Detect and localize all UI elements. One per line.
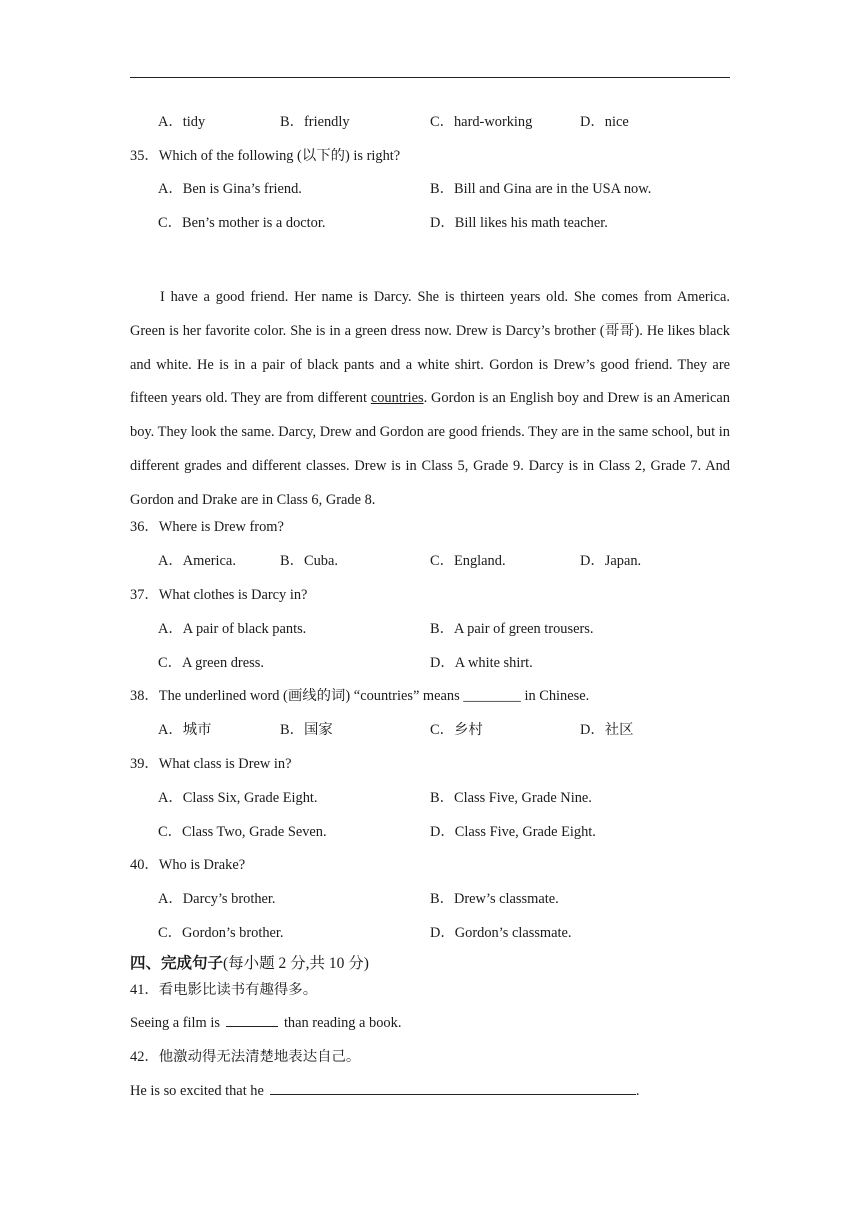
q40-option-a: A．Darcy’s brother. bbox=[158, 891, 276, 907]
q40-option-c: C．Gordon’s brother. bbox=[158, 925, 284, 941]
section-title: 四、完成句子 bbox=[130, 955, 224, 972]
q37-option-d: D．A white shirt. bbox=[430, 655, 533, 671]
q42-before: He is so excited that he bbox=[130, 1083, 264, 1099]
q41-sentence bbox=[130, 1014, 401, 1032]
passage-text-1: I have a good friend. Her name is Darcy. She is thirteen years old. She comes from America. Green is her favorite color. She is in a green dress now. Drew is Darcy’s brother (哥哥). He likes black and white. He is in a pair of black pants and a white shirt. Gordon is Drew’s good friend. They are fifteen years old. They are from different bbox=[130, 289, 730, 407]
q41-before: Seeing a film is bbox=[130, 1015, 220, 1031]
q37-option-c: C．A green dress. bbox=[158, 655, 264, 671]
q35-question: 35．Which of the following (以下的) is right? bbox=[130, 148, 401, 164]
q38-option-d: D．社区 bbox=[580, 722, 634, 738]
q35-option-d: D．Bill likes his math teacher. bbox=[430, 215, 608, 231]
q39-option-a: A．Class Six, Grade Eight. bbox=[158, 790, 318, 806]
q38-question: 38．The underlined word (画线的词) “countries” means ________ in Chinese. bbox=[130, 688, 590, 704]
q39-question: 39．What class is Drew in? bbox=[130, 756, 292, 772]
q40-option-d: D．Gordon’s classmate. bbox=[430, 925, 572, 941]
header-rule bbox=[130, 77, 730, 78]
q34-option-a: A．tidy bbox=[158, 114, 206, 130]
q36-option-d: D．Japan. bbox=[580, 553, 642, 569]
underlined-word: countries bbox=[370, 390, 424, 407]
q38-option-a: A．城市 bbox=[158, 722, 212, 738]
q41-after: than reading a book. bbox=[283, 1015, 402, 1031]
q34-option-c: C．hard-working bbox=[430, 114, 533, 130]
q41-answer-blank[interactable] bbox=[226, 1014, 278, 1027]
q39-option-c: C．Class Two, Grade Seven. bbox=[158, 824, 327, 840]
q38-option-c: C．乡村 bbox=[430, 722, 483, 738]
q37-option-b: B．A pair of green trousers. bbox=[430, 621, 594, 637]
q36-question: 36．Where is Drew from? bbox=[130, 519, 284, 535]
q36-option-c: C．England. bbox=[430, 553, 506, 569]
q34-option-b: B．friendly bbox=[280, 114, 350, 130]
q36-option-a: A．America. bbox=[158, 553, 236, 569]
q35-option-a: A．Ben is Gina’s friend. bbox=[158, 181, 302, 197]
q40-option-b: B．Drew’s classmate. bbox=[430, 891, 559, 907]
q36-option-b: B．Cuba. bbox=[280, 553, 338, 569]
q39-option-b: B．Class Five, Grade Nine. bbox=[430, 790, 592, 806]
q37-question: 37．What clothes is Darcy in? bbox=[130, 587, 308, 603]
section-heading bbox=[130, 951, 369, 973]
q42-chinese: 42．他激动得无法清楚地表达自己。 bbox=[130, 1049, 361, 1065]
reading-passage bbox=[130, 281, 730, 518]
q40-question: 40．Who is Drake? bbox=[130, 857, 246, 873]
q41-chinese: 41．看电影比读书有趣得多。 bbox=[130, 982, 318, 998]
q38-option-b: B．国家 bbox=[280, 722, 333, 738]
section-note: (每小题 2 分,共 10 分) bbox=[223, 955, 369, 972]
q35-option-c: C．Ben’s mother is a doctor. bbox=[158, 215, 326, 231]
q42-answer-blank[interactable] bbox=[270, 1082, 636, 1095]
q35-option-b: B．Bill and Gina are in the USA now. bbox=[430, 181, 652, 197]
q34-option-d: D．nice bbox=[580, 114, 629, 130]
q42-sentence bbox=[130, 1082, 639, 1100]
q42-after: . bbox=[635, 1083, 640, 1099]
passage-text-2: . Gordon is an English boy and Drew is an American boy. They look the same. Darcy, Drew and Gordon are good friends. They are in the same school, but in different grades and different classes. Drew is in Class 5, Grade 9. Darcy is in Class 2, Grade 7. And Gordon and Drake are in Class 6, Grade 8. bbox=[130, 390, 730, 508]
q37-option-a: A．A pair of black pants. bbox=[158, 621, 307, 637]
q39-option-d: D．Class Five, Grade Eight. bbox=[430, 824, 596, 840]
